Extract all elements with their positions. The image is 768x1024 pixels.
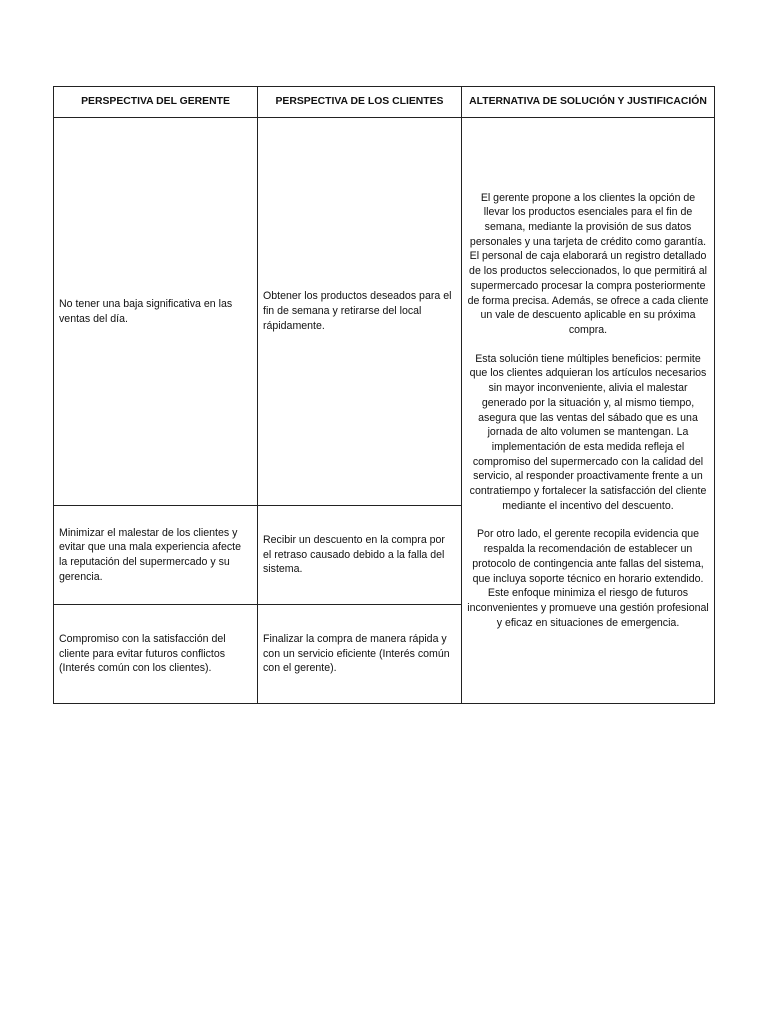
- cell-clientes: Finalizar la compra de manera rápida y con un servicio eficiente (Interés común con el gerente).: [258, 605, 462, 704]
- cell-gerente: No tener una baja significativa en las ventas del día.: [54, 118, 258, 506]
- table-header-row: [54, 87, 715, 118]
- cell-gerente: Compromiso con la satisfacción del cliente para evitar futuros conflictos (Interés común con los clientes).: [54, 605, 258, 704]
- perspectives-table: [53, 86, 715, 704]
- cell-gerente: Minimizar el malestar de los clientes y evitar que una mala experiencia afecte la reputación del supermercado y su gerencia.: [54, 506, 258, 605]
- table-row: [54, 118, 715, 506]
- justificacion-paragraph: Por otro lado, el gerente recopila evidencia que respalda la recomendación de establecer un protocolo de contingencia ante fallas del sistema, que incluya soporte técnico en horario extendido. Este enfoque minimiza el riesgo de futuros inconvenientes y promueve una gestión profesional y eficaz en situaciones de emergencia.: [467, 528, 709, 629]
- header-perspectiva-gerente: PERSPECTIVA DEL GERENTE: [54, 87, 258, 118]
- cell-clientes: Recibir un descuento en la compra por el retraso causado debido a la falla del sistema.: [258, 506, 462, 605]
- header-alternativa-solucion: ALTERNATIVA DE SOLUCIÓN Y JUSTIFICACIÓN: [462, 87, 715, 118]
- header-perspectiva-clientes: PERSPECTIVA DE LOS CLIENTES: [258, 87, 462, 118]
- justificacion-paragraph: El gerente propone a los clientes la opción de llevar los productos esenciales para el fin de semana, mediante la provisión de sus datos personales y una tarjeta de crédito como garantía. El personal de caja elaborará un registro detallado de los productos seleccionados, lo que permitirá al supermercado procesar la compra posteriormente de forma precisa. Además, se ofrece a cada cliente un vale de descuento aplicable en su próxima compra.: [467, 191, 709, 336]
- justificacion-paragraph: Esta solución tiene múltiples beneficios: permite que los clientes adquieran los artículos necesarios sin mayor inconveniente, alivia el malestar generado por la situación y, al mismo tiempo, asegura que las ventas del sábado que es una jornada de alto volumen se mantengan. La implementación de esta medida refleja el compromiso del supermercado con la calidad del servicio, al responder proactivamente frente a un contratiempo y fortalecer la satisfacción del cliente mediante el incentivo del descuento.: [469, 352, 707, 512]
- cell-justificacion: [462, 118, 715, 704]
- cell-clientes: Obtener los productos deseados para el fin de semana y retirarse del local rápidamente.: [258, 118, 462, 506]
